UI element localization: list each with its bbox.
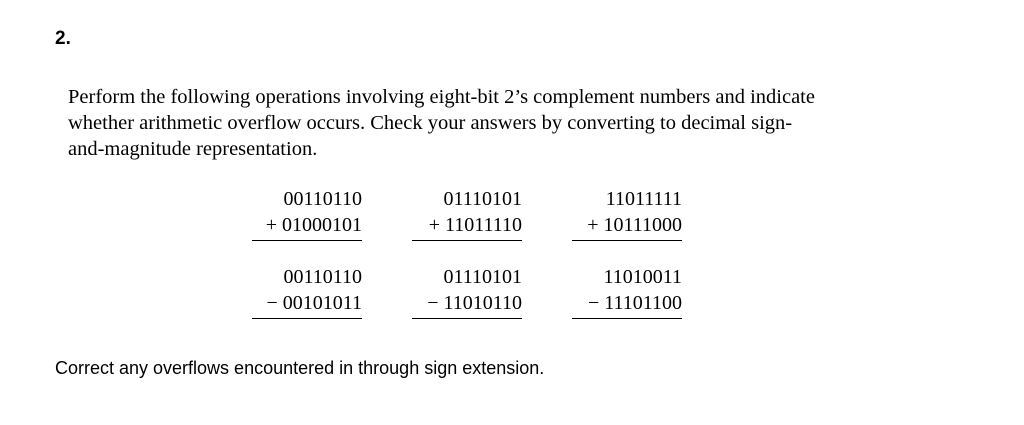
operand-top: 11010011 bbox=[603, 266, 682, 288]
operand-bottom: − 11101100 bbox=[572, 290, 682, 319]
operand-bottom: + 11011110 bbox=[412, 212, 522, 241]
operand-bottom: + 01000101 bbox=[252, 212, 362, 241]
operation-5 bbox=[412, 264, 522, 319]
footer-instruction: Correct any overflows encountered in through sign extension. bbox=[55, 358, 545, 378]
prompt-line-2: whether arithmetic overflow occurs. Check your answers by converting to decimal sign- bbox=[68, 112, 793, 134]
operand-bottom: + 10111000 bbox=[572, 212, 682, 241]
operand-top: 00110110 bbox=[283, 266, 362, 288]
operand-bottom: − 00101011 bbox=[252, 290, 362, 319]
prompt-line-1: Perform the following operations involving eight-bit 2’s complement numbers and indicate bbox=[68, 86, 815, 108]
question-number: 2. bbox=[55, 28, 71, 49]
operand-top: 01110101 bbox=[443, 188, 522, 210]
operation-1 bbox=[252, 186, 362, 241]
operation-6 bbox=[572, 264, 682, 319]
operand-top: 11011111 bbox=[605, 188, 682, 210]
operation-3 bbox=[572, 186, 682, 241]
operand-top: 00110110 bbox=[283, 188, 362, 210]
operand-top: 01110101 bbox=[443, 266, 522, 288]
operation-4 bbox=[252, 264, 362, 319]
operand-bottom: − 11010110 bbox=[412, 290, 522, 319]
problem-statement bbox=[68, 84, 868, 162]
prompt-line-3: and-magnitude representation. bbox=[68, 138, 318, 160]
operation-2 bbox=[412, 186, 522, 241]
